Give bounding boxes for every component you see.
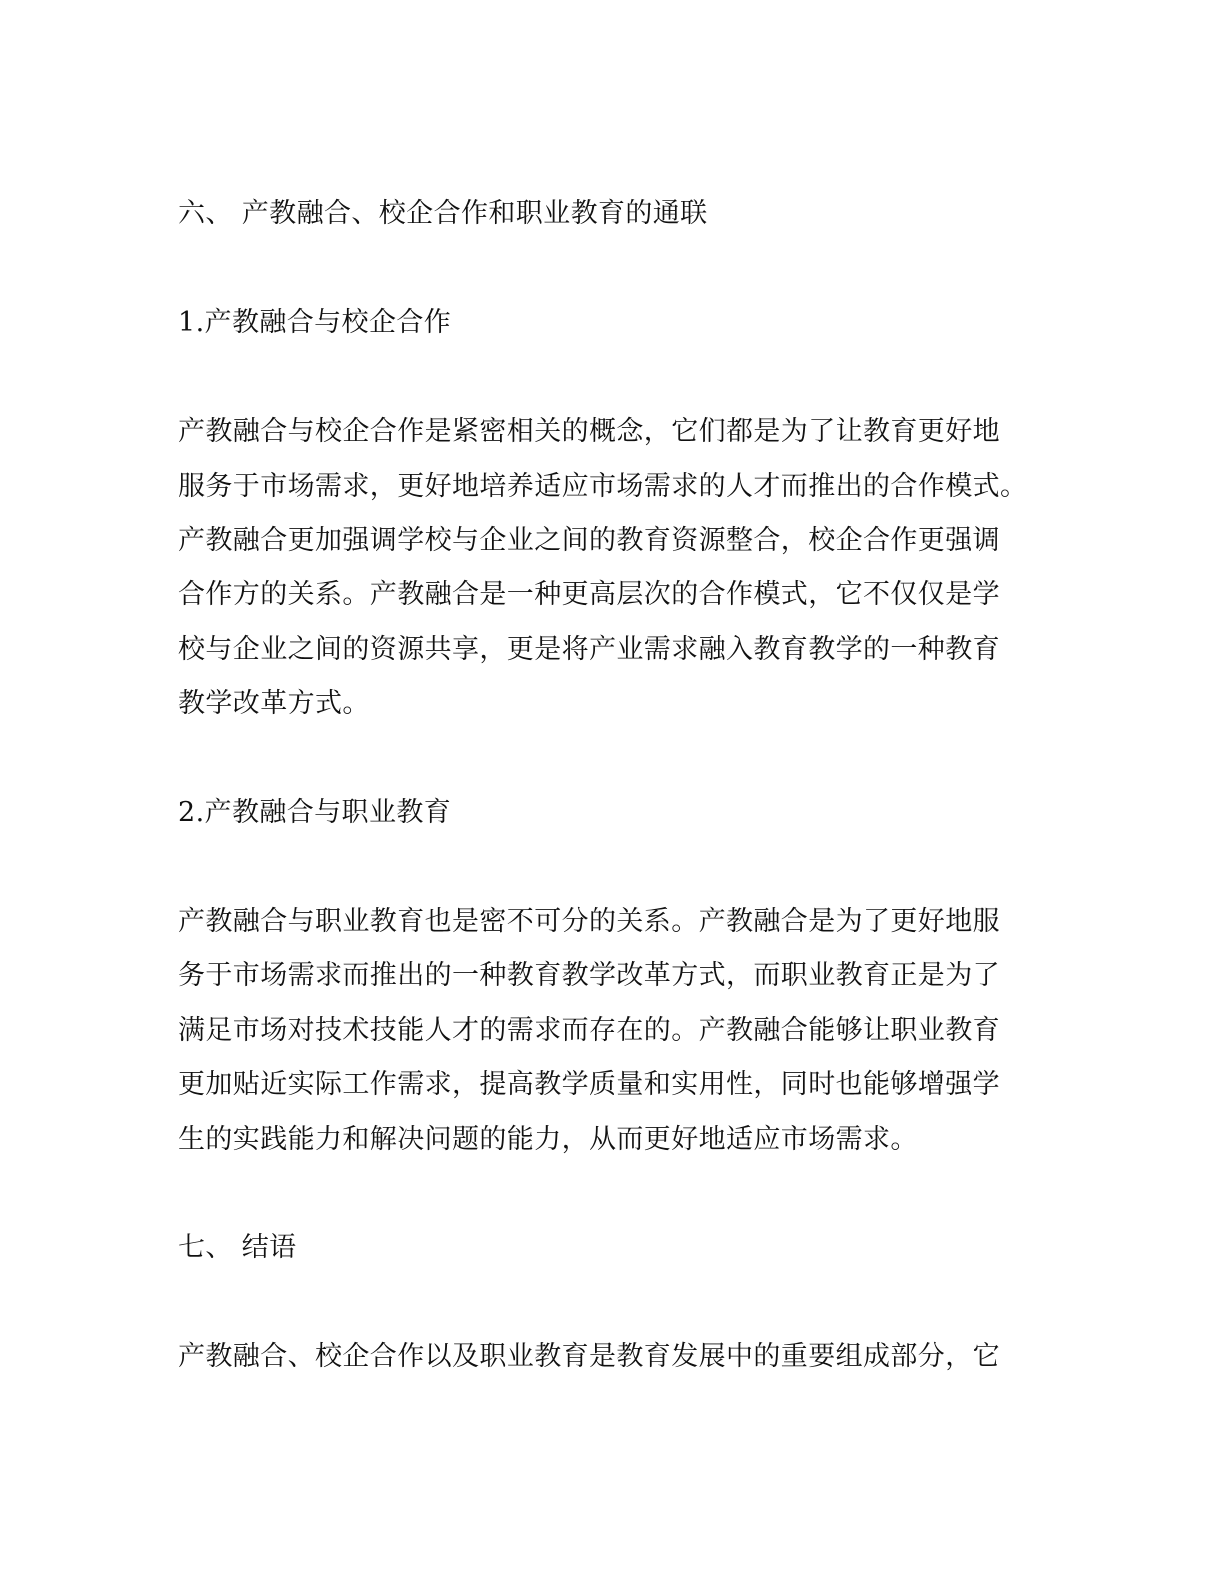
subsection-heading-1: 1.产教融合与校企合作 (178, 307, 452, 338)
paragraph-line: 满足市场对技术技能人才的需求而存在的。产教融合能够让职业教育 (178, 1015, 1000, 1046)
paragraph-line: 产教融合与校企合作是紧密相关的概念，它们都是为了让教育更好地 (178, 416, 1000, 447)
paragraph-line: 服务于市场需求，更好地培养适应市场需求的人才而推出的合作模式。 (178, 471, 1028, 502)
paragraph-line: 产教融合、校企合作以及职业教育是教育发展中的重要组成部分，它 (178, 1341, 1000, 1372)
paragraph-line: 校与企业之间的资源共享，更是将产业需求融入教育教学的一种教育 (178, 634, 1000, 665)
paragraph-line: 生的实践能力和解决问题的能力，从而更好地适应市场需求。 (178, 1124, 918, 1155)
paragraph-line: 产教融合与职业教育也是密不可分的关系。产教融合是为了更好地服 (178, 906, 1000, 937)
paragraph-line: 合作方的关系。产教融合是一种更高层次的合作模式，它不仅仅是学 (178, 579, 1000, 610)
section-heading-6: 六、 产教融合、校企合作和职业教育的通联 (178, 198, 708, 229)
paragraph-line: 务于市场需求而推出的一种教育教学改革方式，而职业教育正是为了 (178, 960, 1000, 991)
paragraph-line: 教学改革方式。 (178, 688, 370, 719)
section-heading-7: 七、 结语 (178, 1232, 297, 1263)
paragraph-line: 产教融合更加强调学校与企业之间的教育资源整合，校企合作更强调 (178, 525, 1000, 556)
paragraph-line: 更加贴近实际工作需求，提高教学质量和实用性，同时也能够增强学 (178, 1069, 1000, 1100)
subsection-heading-2: 2.产教融合与职业教育 (178, 797, 452, 828)
